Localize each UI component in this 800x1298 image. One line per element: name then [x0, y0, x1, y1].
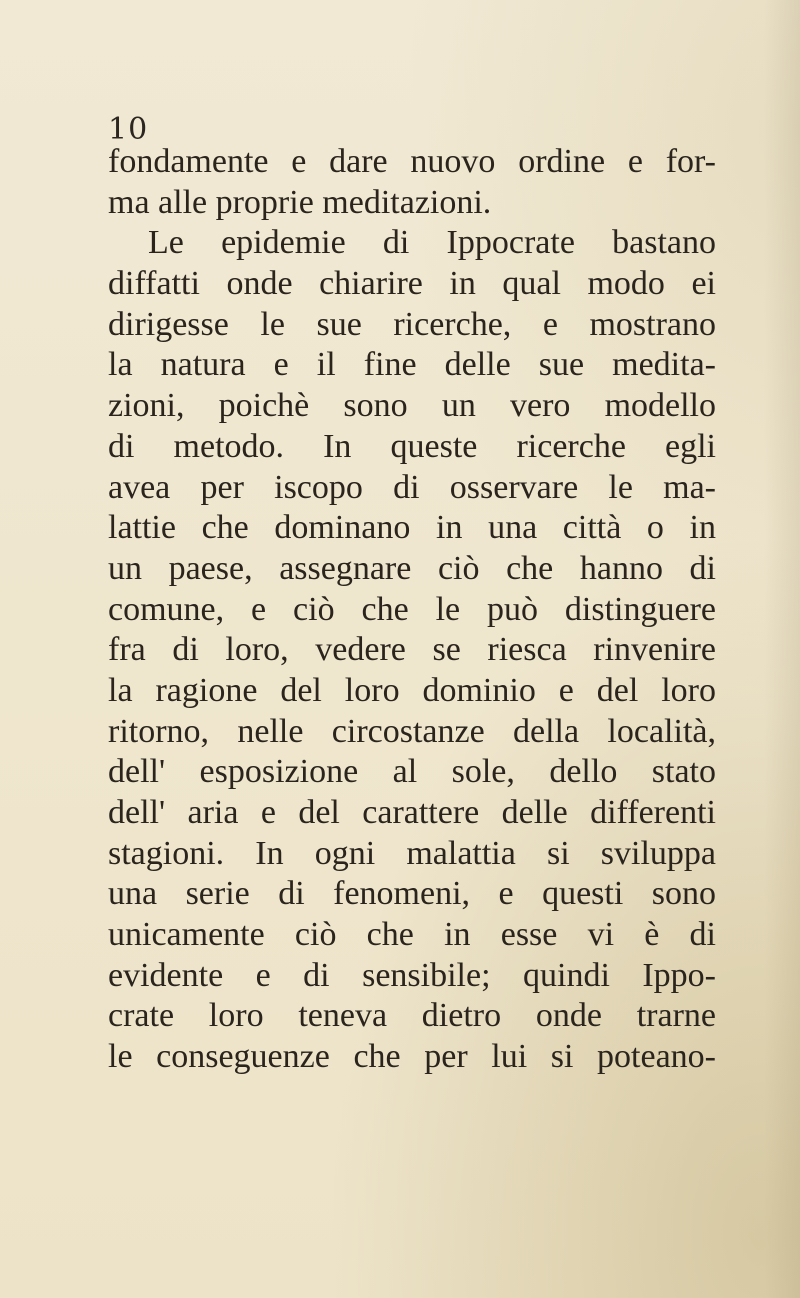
text-line: evidente e di sensibile; quindi Ippo- [108, 956, 716, 994]
text-line: ma alle proprie meditazioni. [108, 183, 492, 221]
text-line: dirigesse le sue ricerche, e mostrano [108, 305, 716, 343]
text-line: la natura e il fine delle sue medita- [108, 346, 716, 384]
page-edge-shadow [764, 0, 800, 1298]
text-line: la ragione del loro dominio e del loro [108, 671, 716, 709]
text-line: le conseguenze che per lui si poteano- [108, 1038, 716, 1076]
text-line: di metodo. In queste ricerche egli [108, 427, 716, 465]
text-line: Le epidemie di Ippocrate bastano [148, 224, 716, 262]
text-line: avea per iscopo di osservare le ma- [108, 468, 716, 506]
page-number: 10 [108, 112, 149, 147]
text-line: stagioni. In ogni malattia si sviluppa [108, 834, 716, 872]
text-line: fondamente e dare nuovo ordine e for- [108, 143, 716, 180]
text-line: comune, e ciò che le può distinguere [108, 590, 716, 628]
text-line: lattie che dominano in una città o in [108, 509, 716, 547]
text-line: dell' aria e del carattere delle differenti [108, 794, 716, 831]
text-line: una serie di fenomeni, e questi sono [108, 875, 716, 913]
text-line: un paese, assegnare ciò che hanno di [108, 549, 716, 587]
text-line: unicamente ciò che in esse vi è di [108, 916, 716, 954]
text-line: ritorno, nelle circostanze della località, [108, 712, 716, 750]
text-line: diffatti onde chiarire in qual modo ei [108, 265, 716, 303]
text-line: fra di loro, vedere se riesca rinvenire [108, 631, 716, 669]
text-line: zioni, poichè sono un vero modello [108, 387, 716, 425]
body-text [108, 142, 716, 1078]
text-line: crate loro teneva dietro onde trarne [108, 997, 716, 1035]
text-line: dell' esposizione al sole, dello stato [108, 753, 716, 791]
